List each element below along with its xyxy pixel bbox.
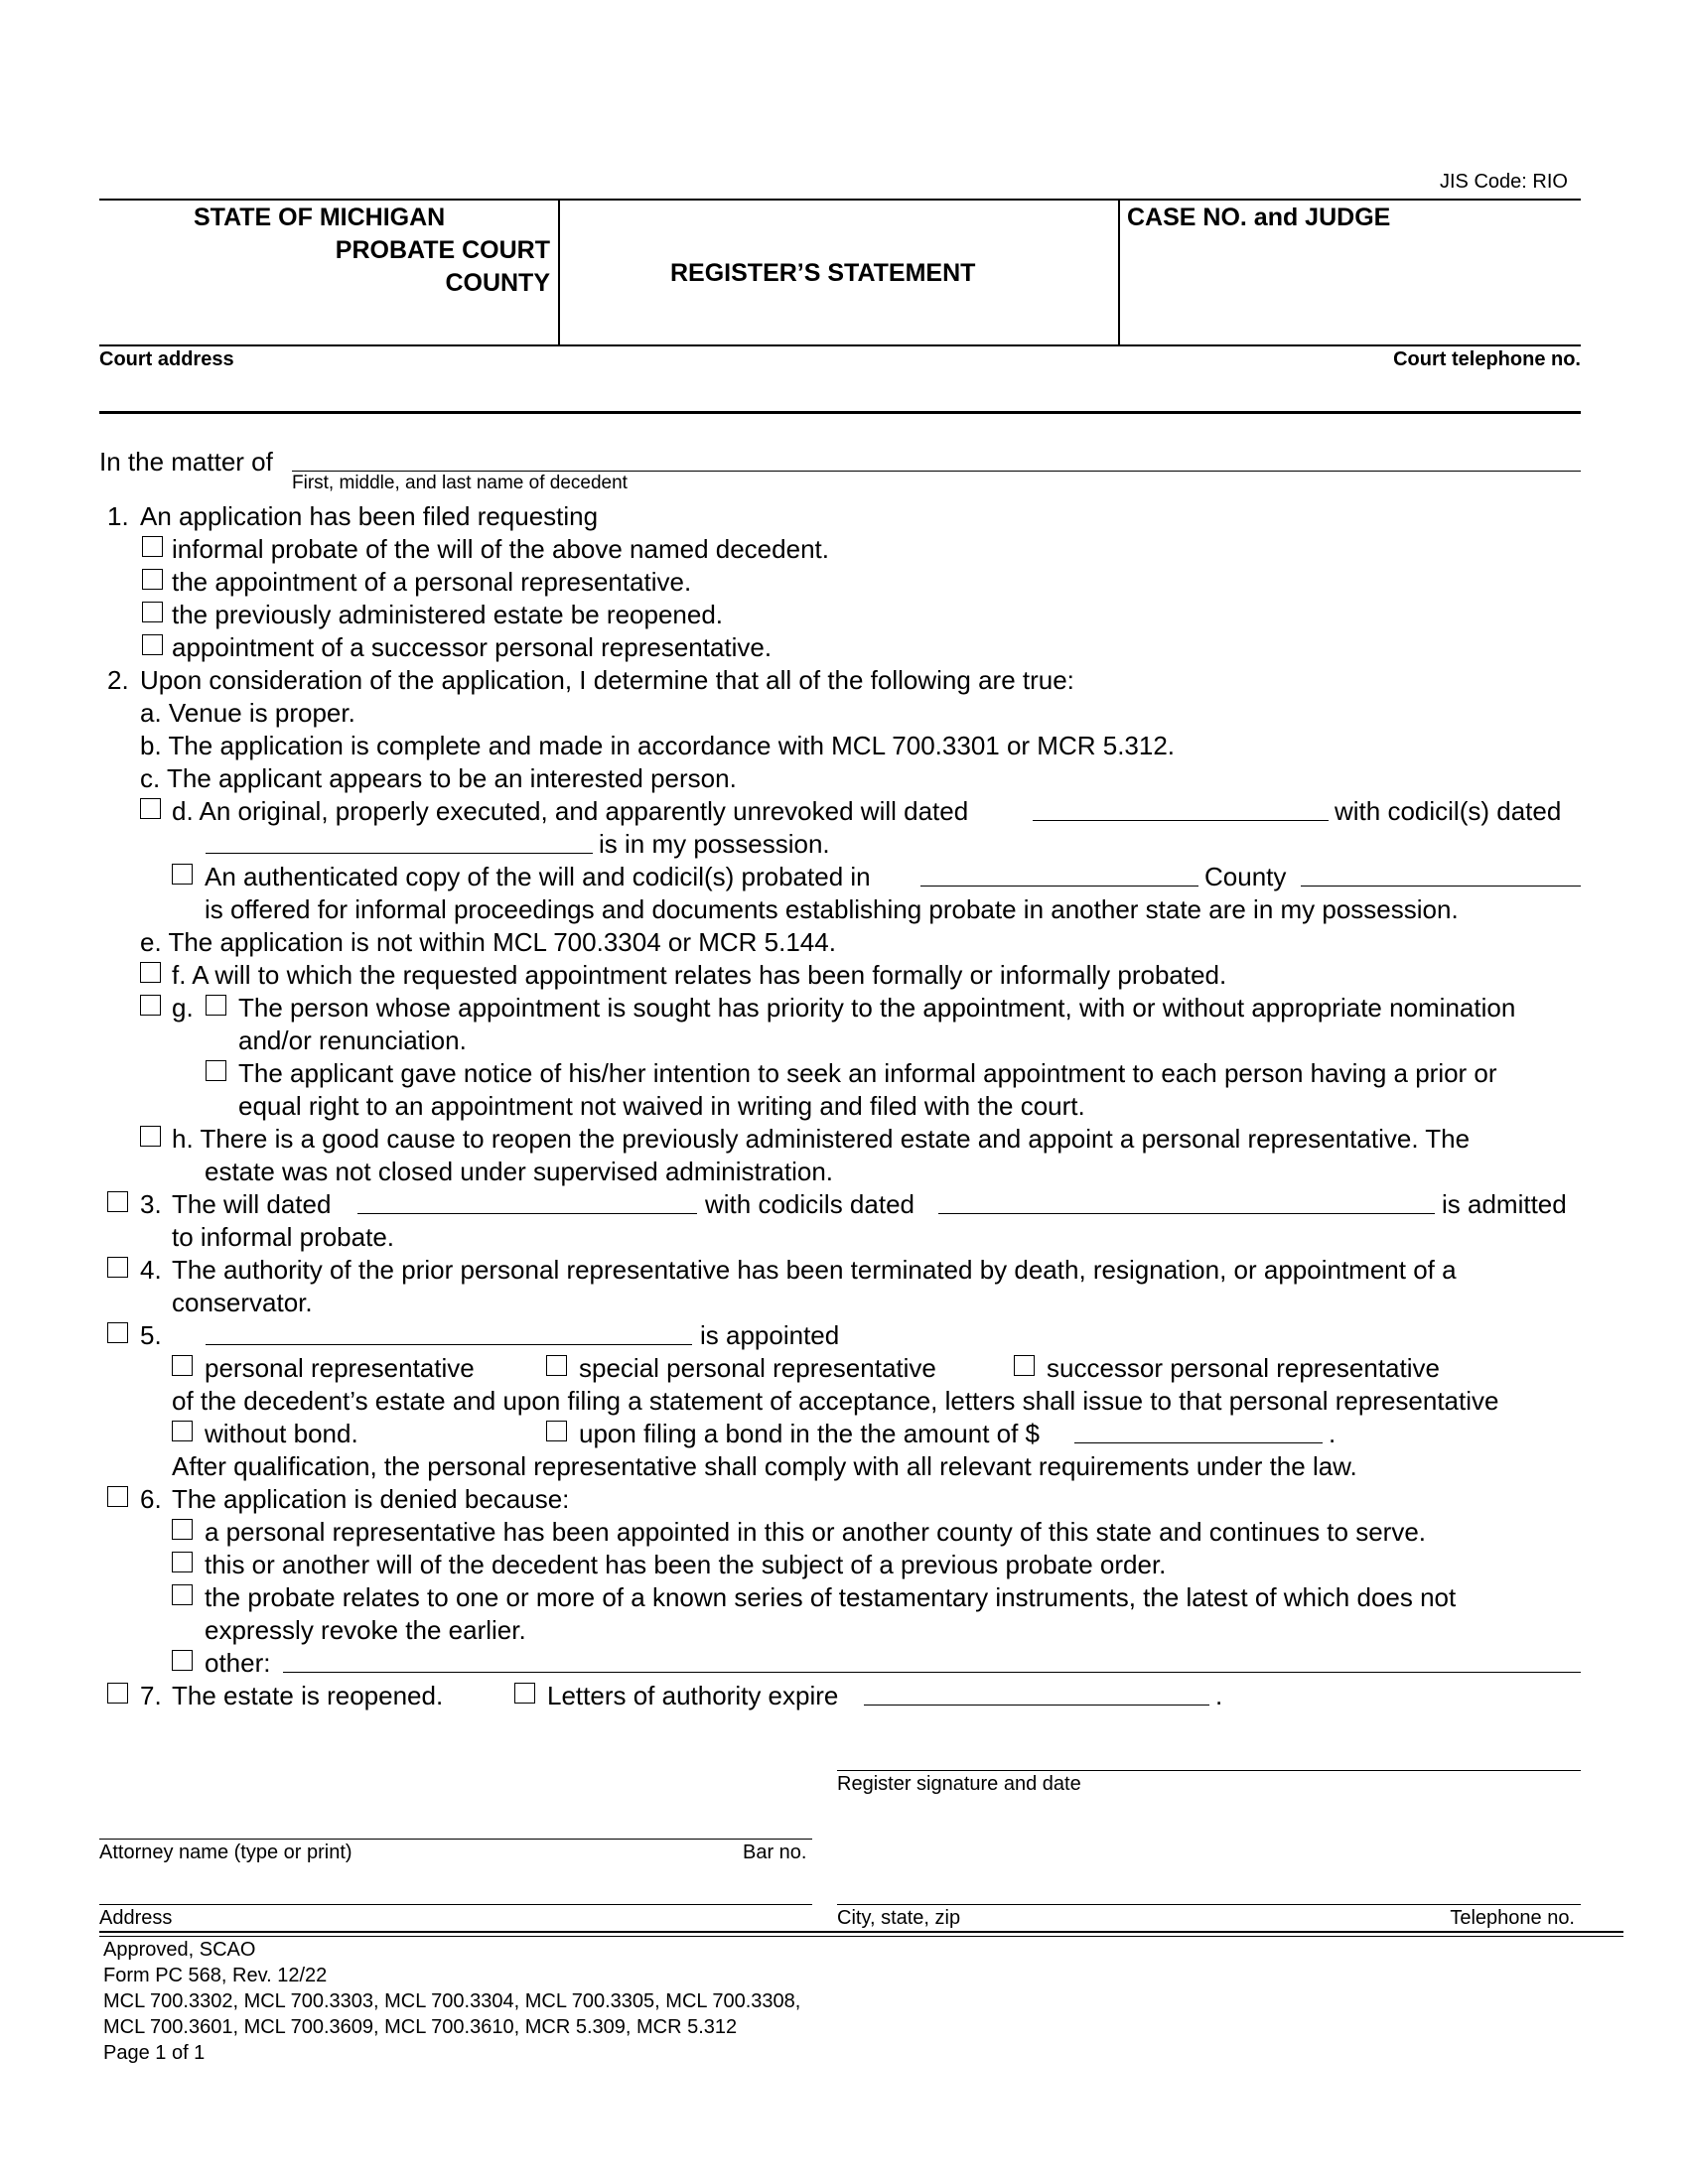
item1-option-4-label: appointment of a successor personal representative. bbox=[172, 632, 773, 662]
item2-d-possession: is in my possession. bbox=[599, 829, 830, 859]
item5-checkbox[interactable] bbox=[107, 1322, 128, 1343]
item6-checkbox[interactable] bbox=[107, 1486, 128, 1507]
header-divider-right bbox=[1118, 199, 1120, 345]
letters-expire-period: . bbox=[1215, 1681, 1223, 1710]
item2-b: b. The application is complete and made in accordance with MCL 700.3301 or MCR 5.312. bbox=[140, 731, 1176, 760]
register-signature-label: Register signature and date bbox=[837, 1773, 1081, 1795]
item3-text: The will dated bbox=[172, 1189, 332, 1219]
denied-reason-3-label-2: expressly revoke the earlier. bbox=[205, 1615, 526, 1645]
will-date-field[interactable] bbox=[1033, 820, 1329, 821]
item5-line2: of the decedent’s estate and upon filing a statement of acceptance, letters shall issue to that personal representative bbox=[172, 1386, 1499, 1416]
item1-option-1-checkbox[interactable] bbox=[142, 536, 163, 557]
without-bond-label: without bond. bbox=[205, 1419, 358, 1448]
denied-other-checkbox[interactable] bbox=[172, 1650, 193, 1671]
letters-expire-checkbox[interactable] bbox=[514, 1683, 535, 1704]
item4-text: The authority of the prior personal representative has been terminated by death, resignation, or appointment of a bbox=[172, 1255, 1457, 1285]
footer-form-number: Form PC 568, Rev. 12/22 bbox=[103, 1965, 328, 1986]
item4-checkbox[interactable] bbox=[107, 1257, 128, 1278]
appointee-name-field[interactable] bbox=[206, 1344, 692, 1345]
item2-c: c. The applicant appears to be an interested person. bbox=[140, 763, 737, 793]
footer-rule-2 bbox=[99, 1936, 1623, 1937]
item1-option-3-label: the previously administered estate be reopened. bbox=[172, 600, 724, 629]
item1-number: 1. bbox=[107, 501, 129, 531]
court-name: PROBATE COURT bbox=[335, 236, 550, 264]
item2-e: e. The application is not within MCL 700.3304 or MCR 5.144. bbox=[140, 927, 836, 957]
footer-rule-1 bbox=[99, 1931, 1623, 1933]
item2-g-label: g. bbox=[172, 993, 194, 1023]
probated-in-field[interactable] bbox=[920, 886, 1198, 887]
special-personal-representative-checkbox[interactable] bbox=[546, 1355, 567, 1376]
county-label: COUNTY bbox=[445, 269, 550, 297]
item2-a: a. Venue is proper. bbox=[140, 698, 355, 728]
footer-statutes-1: MCL 700.3302, MCL 700.3303, MCL 700.3304, MCL 700.3305, MCL 700.3308, bbox=[103, 1990, 801, 2012]
item2-h-checkbox[interactable] bbox=[140, 1126, 161, 1147]
item2-g-notice-text: The applicant gave notice of his/her intention to seek an informal appointment to each person having a prior or bbox=[238, 1058, 1497, 1088]
item2-g-priority-text-2: and/or renunciation. bbox=[238, 1025, 467, 1055]
state-name: STATE OF MICHIGAN bbox=[194, 204, 446, 231]
telephone-label: Telephone no. bbox=[1450, 1907, 1575, 1929]
attorney-name-field[interactable] bbox=[99, 1839, 812, 1840]
court-telephone-label: Court telephone no. bbox=[1393, 348, 1581, 370]
item2-text: Upon consideration of the application, I determine that all of the following are true: bbox=[140, 665, 1074, 695]
decedent-name-caption: First, middle, and last name of decedent bbox=[292, 473, 628, 493]
header-top-rule bbox=[99, 199, 1581, 201]
item3-number: 3. bbox=[140, 1189, 162, 1219]
denied-reason-2-label: this or another will of the decedent has been the subject of a previous probate order. bbox=[205, 1550, 1167, 1579]
item2-g-checkbox[interactable] bbox=[140, 995, 161, 1016]
personal-representative-checkbox[interactable] bbox=[172, 1355, 193, 1376]
address-field[interactable] bbox=[99, 1904, 812, 1905]
item2-d-checkbox[interactable] bbox=[140, 798, 161, 819]
footer-approved: Approved, SCAO bbox=[103, 1939, 256, 1961]
denied-reason-3-label: the probate relates to one or more of a known series of testamentary instruments, the latest of which does not bbox=[205, 1582, 1457, 1612]
item2-d-codicil-label: with codicil(s) dated bbox=[1335, 796, 1562, 826]
denied-reason-3-checkbox[interactable] bbox=[172, 1584, 193, 1605]
item2-g-priority-text: The person whose appointment is sought has priority to the appointment, with or without appropriate nomination bbox=[238, 993, 1516, 1023]
item7-checkbox[interactable] bbox=[107, 1683, 128, 1704]
item6-text: The application is denied because: bbox=[172, 1484, 570, 1514]
personal-representative-label: personal representative bbox=[205, 1353, 475, 1383]
bar-no-label: Bar no. bbox=[743, 1842, 807, 1863]
denied-other-label: other: bbox=[205, 1648, 271, 1678]
bond-amount-field[interactable] bbox=[1074, 1442, 1323, 1443]
item2-number: 2. bbox=[107, 665, 129, 695]
item7-text: The estate is reopened. bbox=[172, 1681, 444, 1710]
matter-label: In the matter of bbox=[99, 447, 273, 477]
authenticated-copy-checkbox[interactable] bbox=[172, 864, 193, 885]
bond-period: . bbox=[1329, 1419, 1336, 1448]
item3-codicils-date-field[interactable] bbox=[938, 1213, 1435, 1214]
item3-admitted: is admitted bbox=[1442, 1189, 1567, 1219]
item1-option-2-checkbox[interactable] bbox=[142, 569, 163, 590]
item6-number: 6. bbox=[140, 1484, 162, 1514]
item3-checkbox[interactable] bbox=[107, 1191, 128, 1212]
form-title: REGISTER’S STATEMENT bbox=[670, 259, 976, 287]
item1-option-3-checkbox[interactable] bbox=[142, 602, 163, 622]
letters-expire-date-field[interactable] bbox=[864, 1705, 1209, 1706]
authenticated-copy-text-2: is offered for informal proceedings and documents establishing probate in another state are in my possession. bbox=[205, 894, 1459, 924]
register-signature-field[interactable] bbox=[837, 1770, 1581, 1771]
item3-will-date-field[interactable] bbox=[357, 1213, 697, 1214]
item1-option-2-label: the appointment of a personal representative. bbox=[172, 567, 692, 597]
footer-statutes-2: MCL 700.3601, MCL 700.3609, MCL 700.3610, MCR 5.309, MCR 5.312 bbox=[103, 2016, 738, 2038]
attorney-name-label: Attorney name (type or print) bbox=[99, 1842, 352, 1863]
item2-d-text: d. An original, properly executed, and apparently unrevoked will dated bbox=[172, 796, 969, 826]
authenticated-copy-text: An authenticated copy of the will and codicil(s) probated in bbox=[205, 862, 871, 891]
footer-page: Page 1 of 1 bbox=[103, 2042, 206, 2064]
case-no-judge: CASE NO. and JUDGE bbox=[1127, 204, 1391, 231]
item2-h-text: h. There is a good cause to reopen the previously administered estate and appoint a personal representative. The bbox=[172, 1124, 1471, 1154]
state-field[interactable] bbox=[1301, 886, 1581, 887]
item2-g-priority-checkbox[interactable] bbox=[206, 995, 226, 1016]
court-address-label: Court address bbox=[99, 348, 234, 370]
item3-codicils-label: with codicils dated bbox=[705, 1189, 914, 1219]
denied-other-field[interactable] bbox=[283, 1672, 1581, 1673]
with-bond-label: upon filing a bond in the the amount of $ bbox=[579, 1419, 1041, 1448]
item1-option-1-label: informal probate of the will of the above named decedent. bbox=[172, 534, 829, 564]
address-label: Address bbox=[99, 1907, 173, 1929]
header-divider-left bbox=[558, 199, 560, 345]
codicil-date-field[interactable] bbox=[206, 853, 593, 854]
item2-f-checkbox[interactable] bbox=[140, 962, 161, 983]
item1-option-4-checkbox[interactable] bbox=[142, 634, 163, 655]
denied-reason-2-checkbox[interactable] bbox=[172, 1552, 193, 1572]
item5-appointed: is appointed bbox=[700, 1320, 840, 1350]
successor-personal-representative-label: successor personal representative bbox=[1047, 1353, 1440, 1383]
item5-number: 5. bbox=[140, 1320, 162, 1350]
city-state-zip-label: City, state, zip bbox=[837, 1907, 961, 1929]
with-bond-checkbox[interactable] bbox=[546, 1421, 567, 1441]
court-address-rule bbox=[99, 411, 1581, 414]
successor-personal-representative-checkbox[interactable] bbox=[1014, 1355, 1035, 1376]
city-state-zip-field[interactable] bbox=[837, 1904, 1581, 1905]
denied-reason-1-label: a personal representative has been appointed in this or another county of this state and continues to serve. bbox=[205, 1517, 1427, 1547]
decedent-name-field[interactable] bbox=[292, 471, 1581, 472]
item3-text-2: to informal probate. bbox=[172, 1222, 395, 1252]
item1-text: An application has been filed requesting bbox=[140, 501, 599, 531]
county-suffix: County bbox=[1204, 862, 1287, 891]
item2-f-text: f. A will to which the requested appointment relates has been formally or informally probated. bbox=[172, 960, 1227, 990]
header-bottom-rule bbox=[99, 344, 1581, 346]
item2-h-text-2: estate was not closed under supervised administration. bbox=[205, 1157, 834, 1186]
item5-after: After qualification, the personal representative shall comply with all relevant requirements under the law. bbox=[172, 1451, 1357, 1481]
item2-g-notice-text-2: equal right to an appointment not waived in writing and filed with the court. bbox=[238, 1091, 1085, 1121]
letters-expire-label: Letters of authority expire bbox=[547, 1681, 839, 1710]
item4-number: 4. bbox=[140, 1255, 162, 1285]
without-bond-checkbox[interactable] bbox=[172, 1421, 193, 1441]
item4-text-2: conservator. bbox=[172, 1288, 313, 1317]
item7-number: 7. bbox=[140, 1681, 162, 1710]
jis-code: JIS Code: RIO bbox=[1440, 171, 1568, 193]
item2-g-notice-checkbox[interactable] bbox=[206, 1060, 226, 1081]
special-personal-representative-label: special personal representative bbox=[579, 1353, 936, 1383]
denied-reason-1-checkbox[interactable] bbox=[172, 1519, 193, 1540]
